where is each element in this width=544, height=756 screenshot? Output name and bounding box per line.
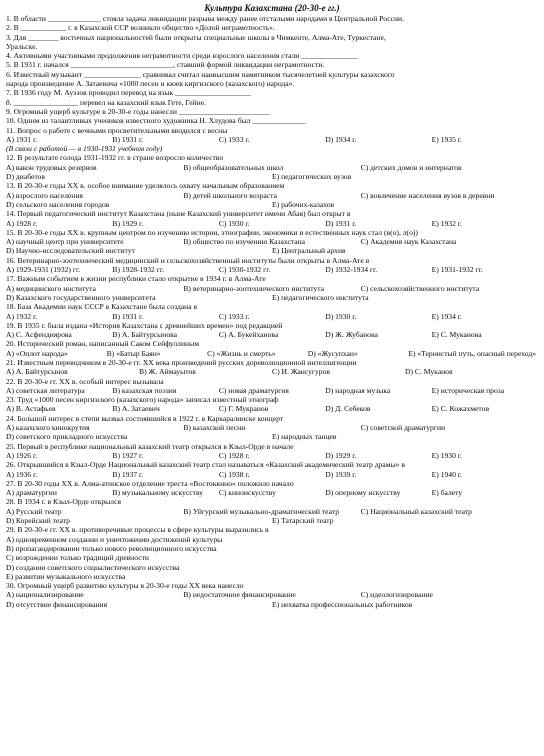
answer-option: С) 1928 г. [218, 450, 250, 460]
answer-options-row [6, 237, 538, 246]
answer-option: С) А. Букейханова [218, 330, 279, 340]
answer-option: В) казахская поэзия [112, 385, 177, 395]
answer-options-row [6, 590, 538, 599]
answer-option: Е) 1940 г. [431, 469, 462, 479]
text-line: 25. Первый в республике национальный казахский театр открылся в Кзыл-Орде в начале [6, 441, 294, 451]
answer-option: D) 1939 г. [325, 469, 357, 479]
answer-option: D) «Жусупхан» [307, 348, 358, 358]
answer-option: С) 1933 г. [218, 311, 250, 321]
answer-option: D) 1934 г. [325, 134, 357, 144]
answer-option: Е) С. Муканова [431, 330, 482, 340]
answer-options-row [6, 507, 538, 516]
text-line: 12. В результате голода 1931-1932 гг. в стране возросло количество [6, 153, 224, 163]
answer-option: Е) 1932 г. [431, 218, 462, 228]
answer-option: В) общеобразовательных школ [183, 162, 284, 172]
answer-option: С) идеологизирование [360, 590, 433, 600]
answer-option: D) Д. Себеков [325, 404, 371, 414]
answer-option: Е) народных танцев [272, 432, 337, 442]
answer-option: Е) педагогического института [272, 292, 369, 302]
text-line: 1. В области ______________ стояла задача ликвидации разрыва между ранее отсталыми народами в Центральной России. [6, 14, 404, 23]
text-line: 29. В 20-30-е гг. ХХ в. противоречивые процессы в сфере культуры выразились в [6, 525, 269, 535]
answer-option: С) Г. Мукранов [218, 404, 269, 414]
text-line: 23. Труд «1000 песен киргизского (казахского) народа» записал известный этнограф [6, 395, 279, 405]
answer-option: В) 1929 г. [112, 218, 144, 228]
text-line: 11. Вопрос о работе с вечными просветительными вводился с весны [6, 125, 228, 135]
answer-option: D) советского прикладного искусства [6, 432, 128, 442]
answer-options-row [6, 200, 538, 209]
answer-options-row [6, 423, 538, 432]
text-line: 4. Активными участниками продолжения неграмотности среди взрослого населения стали _______________ [6, 51, 359, 61]
answer-options-row [6, 488, 538, 497]
answer-option: D) С. Муканов [405, 367, 453, 377]
text-line: 21. Известным переводчиком в 20-30-е гг. ХХ века произведений русских дореволюционной интеллигенции [6, 357, 357, 367]
answer-option: Е) 1934 г. [431, 311, 462, 321]
answer-option: Е) С. Кожахметов [431, 404, 490, 414]
answer-option: D) оперному искусству [325, 488, 401, 498]
answer-option: D) отсутствие финансирования [6, 599, 108, 609]
answer-option: D) 1932-1934 гг. [325, 265, 378, 275]
answer-options-row [6, 172, 538, 181]
answer-option: А) национализирование [6, 590, 84, 600]
answer-option: В) 1928-1932 гг. [112, 265, 164, 275]
answer-options-row [6, 330, 538, 339]
answer-option: Е) 1930 г. [431, 450, 462, 460]
answer-options-row [6, 600, 538, 609]
answer-options-row [6, 163, 538, 172]
answer-option: В) А. Байтурсынова [112, 330, 177, 340]
text-line: 27. В 20-30 годы ХХ в. Алма-атинское отделение треста «Востоккино» положило начало [6, 478, 294, 488]
answer-option: С) 1938 г. [218, 469, 250, 479]
answer-option: С) Национальный казахский театр [360, 506, 472, 516]
text-line: 7. В 1936 году М. Ауэзов проводил перевод на язык ____________________ [6, 88, 251, 98]
answer-option: С) Академия наук Казахстана [360, 237, 457, 247]
text-line: 13. В 20-30-е годы ХХ в. особое внимание уделялось охвату начальным образованием [6, 181, 285, 191]
answer-options-row [6, 191, 538, 200]
answer-options-row [6, 432, 538, 441]
text-line: народа произведение А. Затаевича «1000 песен и кюев киргизского (казахского) народа». [6, 79, 295, 89]
answer-option: А) взрослого населения [6, 190, 83, 200]
answer-option: В) «Батыр Баян» [106, 348, 161, 358]
answer-option: С) 1933 г. [218, 134, 250, 144]
answer-option: С) детских домов и интернатов [360, 162, 462, 172]
answer-options-row [6, 404, 538, 413]
answer-option: С) советской драматургии [360, 423, 446, 433]
answer-option: D) 1929 г. [325, 450, 357, 460]
answer-option: D) Научно-исследовательский институт [6, 246, 135, 256]
text-line: D) создании советского социалистического искусства [6, 562, 180, 572]
answer-option: Е) историческая проза [431, 385, 505, 395]
answer-option: D) Корейский театр [6, 516, 70, 526]
answer-option: D) диабетов [6, 172, 45, 182]
text-line: А) одновременном создании и уничтожении достижений культуры [6, 534, 223, 544]
answer-option: С) киноискусству [218, 488, 276, 498]
answer-option: D) 1931 г. [325, 218, 357, 228]
answer-options-row [6, 293, 538, 302]
answer-option: А) 1932 г. [6, 311, 38, 321]
answer-option: А) Русский театр [6, 506, 62, 516]
answer-option: Е) Татарский театр [272, 516, 334, 526]
answer-option: Е) нехватка профессиональных работников [272, 599, 413, 609]
question-list [6, 14, 538, 609]
answer-option: В) 1931 г. [112, 134, 144, 144]
answer-option: В) А. Затаевич [112, 404, 160, 414]
answer-option: В) 1927 г. [112, 450, 144, 460]
answer-option: А) советская литература [6, 385, 85, 395]
answer-option: В) Уйгурский музыкально-драматический театр [183, 506, 340, 516]
answer-option: А) А. Байтурсынов [6, 367, 68, 377]
answer-option: А) В. Астафьев [6, 404, 56, 414]
answer-option: С) «Жизнь и смерть» [207, 348, 276, 358]
answer-options-row [6, 349, 538, 358]
answer-option: А) научный центр при университете [6, 237, 124, 247]
answer-option: Е) рабочих-казахов [272, 199, 335, 209]
answer-options-row [6, 470, 538, 479]
text-line: 16. Ветеринарно-зоотехнический медицинский и сельскохозяйственный институты были открыты в Алма-Ате в [6, 255, 370, 265]
answer-options-row [6, 265, 538, 274]
text-line: 22. В 20-30-е гг. ХХ в. особый интерес вызывала [6, 376, 164, 386]
answer-option: А) 1928 г. [6, 218, 38, 228]
text-line: 30. Огромный ущерб развитию культуры в 20-30-е годы ХХ века нанесло [6, 581, 244, 591]
text-line: 26. Открывшийся в Кзыл-Орде Национальный казахский театр стал называться «Казахский академический театр драмы» в [6, 460, 405, 470]
text-line: 15. В 20-30-е годы ХХ в. крупным центром по изучению истории, этнографии, экономики и естественных наук стал (в(о), л(о)) [6, 227, 418, 237]
answer-options-row [6, 367, 538, 376]
answer-option: Е) Центральный архив [272, 246, 346, 256]
text-line: 6. Известный музыкант _______________ сравнивал считал наивысшим памятником тысячелетней культуры казахского [6, 69, 395, 79]
answer-option: D) Ж. Жубанова [325, 330, 378, 340]
answer-options-row [6, 451, 538, 460]
answer-option: Е) «Тернистый путь, опасный переход» [408, 348, 536, 358]
answer-option: С) 1930-1932 гг. [218, 265, 271, 275]
answer-options-row [6, 246, 538, 255]
text-line: 17. Важным событием в жизни республики стало открытие в 1934 г. в Алма-Ате [6, 274, 266, 284]
text-line: С) возрождении только традиций древности [6, 553, 149, 563]
answer-option: А) медицинского института [6, 283, 96, 293]
text-line: 5. В 1931 г. начался ___________________________, ставший формой ликвидации неграмотности. [6, 60, 325, 70]
answer-options-row [6, 386, 538, 395]
page-title: Культура Казахстана (20-30-е гг.) [204, 3, 340, 13]
answer-option: С) 1930 г. [218, 218, 250, 228]
text-line: 24. Большой интерес в степи вызвал состоявшийся в 1922 г. в Каркаралинске концерт [6, 413, 284, 423]
text-line: 19. В 1935 г. была издана «История Казахстана с древнейших времен» под редакцией [6, 320, 283, 330]
answer-option: В) музыкальному искусству [112, 488, 204, 498]
answer-option: В) казахской песни [183, 423, 246, 433]
answer-options-row [6, 516, 538, 525]
answer-option: В) 1937 г. [112, 469, 144, 479]
note-line: (В связи с работой — в 1930-1931 учебном году) [6, 144, 163, 154]
answer-option: А) 1929-1931 (1932) гг. [6, 265, 81, 275]
answer-option: В) детей школьного возраста [183, 190, 277, 200]
answer-option: В) 1931 г. [112, 311, 144, 321]
answer-option: В) ветеринарно-зоотехнического института [183, 283, 325, 293]
answer-option: В) Ж. Аймауытов [139, 367, 196, 377]
text-line: 10. Одним из талантливых учеников известного художника Н. Хлудова был ______________ [6, 116, 306, 126]
text-line: 28. В 1934 г. в Кзыл-Орде открылся [6, 497, 121, 507]
answer-option: В) общество по изучению Казахстана [183, 237, 306, 247]
answer-option: D) 1930 г. [325, 311, 357, 321]
answer-option: А) вакон трудовых резервов [6, 162, 97, 172]
text-line: 8. _________________ перевел на казахский язык Гете, Гейне. [6, 97, 206, 107]
answer-option: С) вовлечение населения вузов в деревни [360, 190, 495, 200]
text-line: Уральске. [6, 41, 38, 51]
text-line: 9. Огромный ущерб культуре в 20-30-е годы нанесли ________________________ [6, 106, 270, 116]
text-line: 20. Исторический роман, написанный Саком Сейфуллиным [6, 339, 200, 349]
answer-option: Е) 1935 г. [431, 134, 462, 144]
answer-option: В) недостаточное финансирование [183, 590, 296, 600]
answer-option: С) И. Жансугуров [272, 367, 330, 377]
answer-option: А) казахского кинокрутия [6, 423, 90, 433]
answer-option: А) 1926 г. [6, 450, 38, 460]
answer-option: С) новая драматургия [218, 385, 289, 395]
answer-options-row [6, 135, 538, 144]
text-line: 14. Первый педагогический институт Казахстана (ныне Казахский университет имени Абая) был открыт в [6, 209, 351, 219]
text-line: 3. Для ________ восточных национальностей были открыты специальные школы в Чимкенте, Алма-Ате, Туркестане, [6, 32, 386, 42]
text-line: 2. В ____________ г. в Казахской ССР возникло общество «Долой неграмотность». [6, 23, 275, 33]
answer-option: А) 1931 г. [6, 134, 38, 144]
answer-option: Е) балету [431, 488, 463, 498]
answer-option: А) «Оплот народа» [6, 348, 68, 358]
text-line: 18. База Академии наук СССР в Казахстане была создана в [6, 302, 198, 312]
text-line: В) пропагандировании только нового революционного искусства [6, 543, 217, 553]
text-line: Е) развитии музыкального искусства [6, 571, 126, 581]
answer-option: Е) педагогических вузов [272, 172, 352, 182]
answer-options-row [6, 312, 538, 321]
answer-option: С) сельскохозяйственного института [360, 283, 480, 293]
answer-option: D) народная музыка [325, 385, 391, 395]
answer-options-row [6, 284, 538, 293]
answer-option: А) 1936 г. [6, 469, 38, 479]
answer-option: D) Казахского государственного университета [6, 292, 156, 302]
answer-option: А) С. Асфендиярова [6, 330, 72, 340]
answer-options-row [6, 219, 538, 228]
answer-option: Е) 1931-1932 гг. [431, 265, 483, 275]
answer-option: А) драматургии [6, 488, 57, 498]
answer-option: D) сельского населения городов [6, 199, 110, 209]
